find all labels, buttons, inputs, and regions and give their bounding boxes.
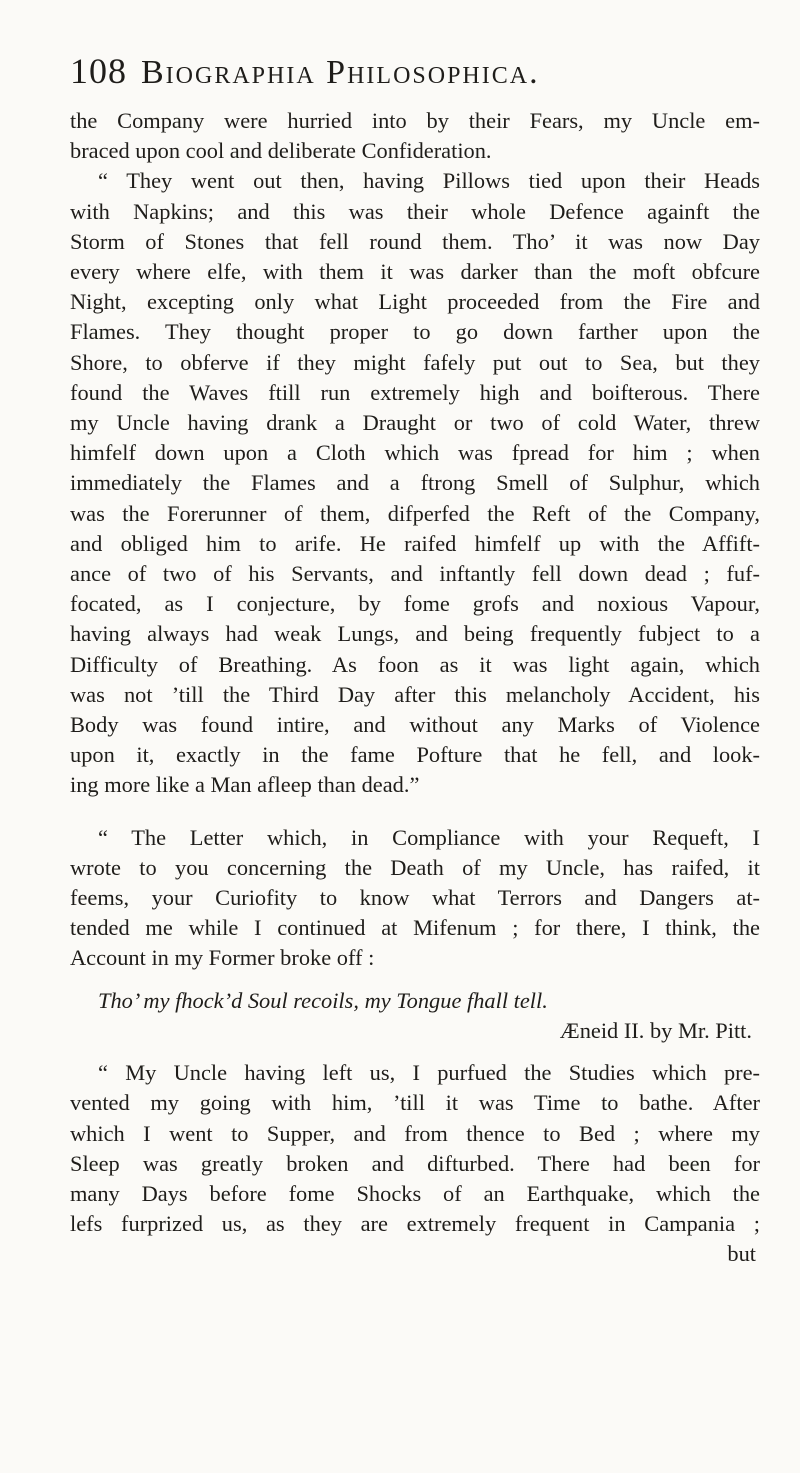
text-line: having always had weak Lungs, and being frequently fubject to a bbox=[70, 621, 760, 647]
text-line: Storm of Stones that fell round them. Tho’ it was now Day bbox=[70, 228, 760, 254]
text-line: tended me while I continued at Mifenum ; for there, I think, the bbox=[70, 915, 760, 941]
text-line: “ My Uncle having left us, I purfued the Studies which pre- bbox=[98, 1060, 760, 1086]
text-line: Body was found intire, and without any Marks of Violence bbox=[70, 712, 760, 738]
text-line: upon it, exactly in the fame Pofture that he fell, and look- bbox=[70, 742, 760, 768]
paragraph-3 bbox=[70, 823, 760, 974]
text-line: immediately the Flames and a ftrong Smell of Sulphur, which bbox=[70, 470, 760, 496]
text-line: ing more like a Man afleep than dead.” bbox=[70, 772, 420, 798]
quote-gap bbox=[70, 974, 760, 986]
text-line: found the Waves ftill run extremely high and boifterous. There bbox=[70, 379, 760, 405]
text-line: every where elfe, with them it was darker than the moft obfcure bbox=[70, 259, 760, 285]
text-line: Flames. They thought proper to go down farther upon the bbox=[70, 319, 760, 345]
text-line: himfelf down upon a Cloth which was fpread for him ; when bbox=[70, 440, 760, 466]
text-line: focated, as I conjecture, by fome grofs and noxious Vapour, bbox=[70, 591, 760, 617]
text-line: wrote to you concerning the Death of my Uncle, has raifed, it bbox=[70, 854, 760, 880]
text-line: “ The Letter which, in Compliance with your Requeft, I bbox=[98, 824, 760, 850]
text-line: Account in my Former broke off : bbox=[70, 945, 375, 971]
text-line: Difficulty of Breathing. As foon as it was light again, which bbox=[70, 651, 760, 677]
page-header bbox=[70, 50, 760, 100]
paragraph-2 bbox=[70, 166, 760, 800]
text-line: Sleep was greatly broken and difturbed. There had been for bbox=[70, 1150, 760, 1176]
text-line: feems, your Curiofity to know what Terrors and Dangers at- bbox=[70, 885, 760, 911]
text-line: “ They went out then, having Pillows tied upon their Heads bbox=[98, 168, 760, 194]
running-title: Biographia Philosophica. bbox=[141, 54, 540, 91]
text-line: with Napkins; and this was their whole Defence againft the bbox=[70, 198, 760, 224]
text-line: which I went to Supper, and from thence to Bed ; where my bbox=[70, 1120, 760, 1146]
text-line: lefs furprized us, as they are extremely frequent in Campania ; bbox=[70, 1211, 760, 1237]
text-line: Night, excepting only what Light proceeded from the Fire and bbox=[70, 289, 760, 315]
verse-line: Tho’ my fhock’d Soul recoils, my Tongue fhall tell. bbox=[98, 987, 548, 1013]
text-line: the Company were hurried into by their Fears, my Uncle em- bbox=[70, 108, 760, 133]
page-body bbox=[70, 106, 760, 1270]
paragraph-gap bbox=[70, 801, 760, 823]
text-line: and obliged him to arife. He raifed himfelf up with the Affift- bbox=[70, 530, 760, 556]
verse-quote bbox=[70, 986, 760, 1046]
catchword: but bbox=[727, 1241, 756, 1267]
text-line: many Days before fome Shocks of an Earthquake, which the bbox=[70, 1180, 760, 1206]
paragraph-4 bbox=[70, 1058, 760, 1239]
paragraph-1 bbox=[70, 106, 760, 166]
page-number: 108 bbox=[70, 51, 127, 91]
text-line: vented my going with him, ’till it was Time to bathe. After bbox=[70, 1090, 760, 1116]
quote-gap bbox=[70, 1046, 760, 1058]
text-line: my Uncle having drank a Draught or two of cold Water, threw bbox=[70, 410, 760, 436]
text-line: braced upon cool and deliberate Confideration. bbox=[70, 138, 492, 164]
text-line: was not ’till the Third Day after this melancholy Accident, his bbox=[70, 681, 760, 707]
text-line: was the Forerunner of them, difperfed the Reft of the Company, bbox=[70, 500, 760, 526]
text-line: Shore, to obferve if they might fafely put out to Sea, but they bbox=[70, 349, 760, 375]
text-line: ance of two of his Servants, and inftantly fell down dead ; fuf- bbox=[70, 561, 760, 587]
verse-attribution: Æneid II. by Mr. Pitt. bbox=[559, 1017, 752, 1043]
